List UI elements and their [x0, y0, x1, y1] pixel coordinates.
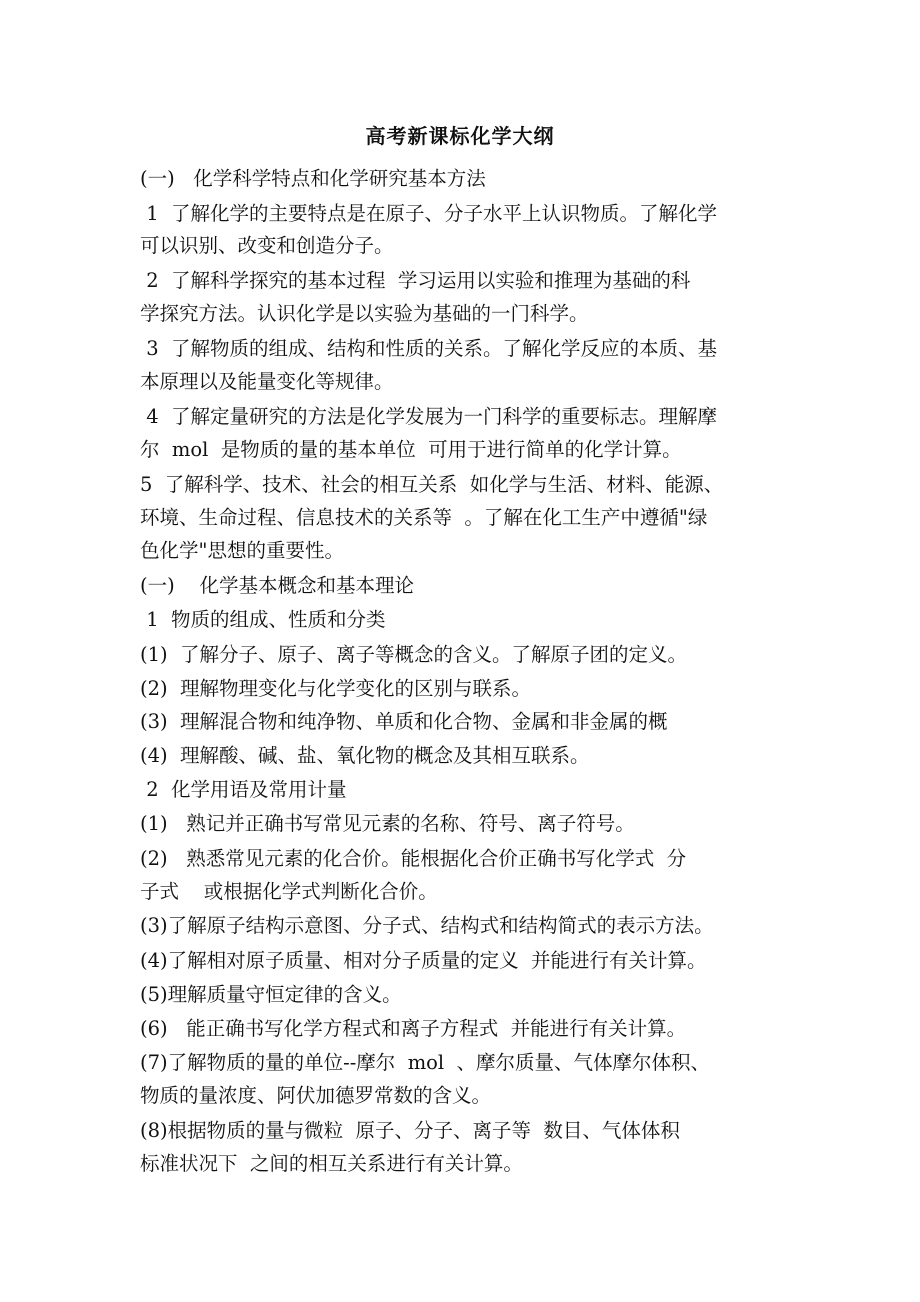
text-line: 4 了解定量研究的方法是化学发展为一门科学的重要标志。理解摩 [140, 405, 718, 428]
text-line: 可以识别、改变和创造分子。 [140, 234, 394, 257]
list-item: (2) 熟悉常见元素的化合价。能根据化合价正确书写化学式 分 [140, 847, 687, 870]
list-item: (1) 了解分子、原子、离子等概念的含义。了解原子团的定义。 [140, 643, 688, 666]
list-item: (7)了解物质的量的单位--摩尔 mol 、摩尔质量、气体摩尔体积、 [140, 1051, 711, 1074]
list-item: (4)了解相对原子质量、相对分子质量的定义 并能进行有关计算。 [140, 949, 707, 972]
text-line: 学探究方法。认识化学是以实验为基础的一门科学。 [140, 302, 589, 325]
list-item: (3) 理解混合物和纯净物、单质和化合物、金属和非金属的概 [140, 710, 668, 733]
text-line: 色化学"思想的重要性。 [140, 539, 344, 562]
list-item: (8)根据物质的量与微粒 原子、分子、离子等 数目、气体体积 [140, 1119, 680, 1142]
list-item: (2) 理解物理变化与化学变化的区别与联系。 [140, 677, 532, 700]
subsection-heading: 1 物质的组成、性质和分类 [140, 608, 386, 631]
text-line: 标准状况下 之间的相互关系进行有关计算。 [140, 1152, 523, 1175]
list-item: (1) 熟记并正确书写常见元素的名称、符号、离子符号。 [140, 812, 635, 835]
section-heading-1: (一) 化学科学特点和化学研究基本方法 [140, 167, 486, 190]
text-line: 5 了解科学、技术、社会的相互关系 如化学与生活、材料、能源、 [140, 473, 724, 496]
text-line: 3 了解物质的组成、结构和性质的关系。了解化学反应的本质、基 [140, 337, 718, 360]
text-line: 2 了解科学探究的基本过程 学习运用以实验和推理为基础的科 [140, 269, 691, 292]
document-title: 高考新课标化学大纲 [365, 124, 555, 148]
list-item: (4) 理解酸、碱、盐、氧化物的概念及其相互联系。 [140, 744, 590, 767]
list-item: (6) 能正确书写化学方程式和离子方程式 并能进行有关计算。 [140, 1017, 687, 1040]
list-item: (3)了解原子结构示意图、分子式、结构式和结构简式的表示方法。 [140, 914, 714, 937]
text-line: 环境、生命过程、信息技术的关系等 。了解在化工生产中遵循"绿 [140, 506, 708, 529]
text-line: 子式 或根据化学式判断化合价。 [140, 880, 438, 903]
section-heading-2: (一) 化学基本概念和基本理论 [140, 574, 415, 597]
text-line: 尔 mol 是物质的量的基本单位 可用于进行简单的化学计算。 [140, 438, 682, 461]
text-line: 本原理以及能量变化等规律。 [140, 370, 394, 393]
subsection-heading: 2 化学用语及常用计量 [140, 778, 347, 801]
text-line: 物质的量浓度、阿伏加德罗常数的含义。 [140, 1084, 492, 1107]
list-item: (5)理解质量守恒定律的含义。 [140, 983, 402, 1006]
text-line: 1 了解化学的主要特点是在原子、分子水平上认识物质。了解化学 [140, 202, 718, 225]
